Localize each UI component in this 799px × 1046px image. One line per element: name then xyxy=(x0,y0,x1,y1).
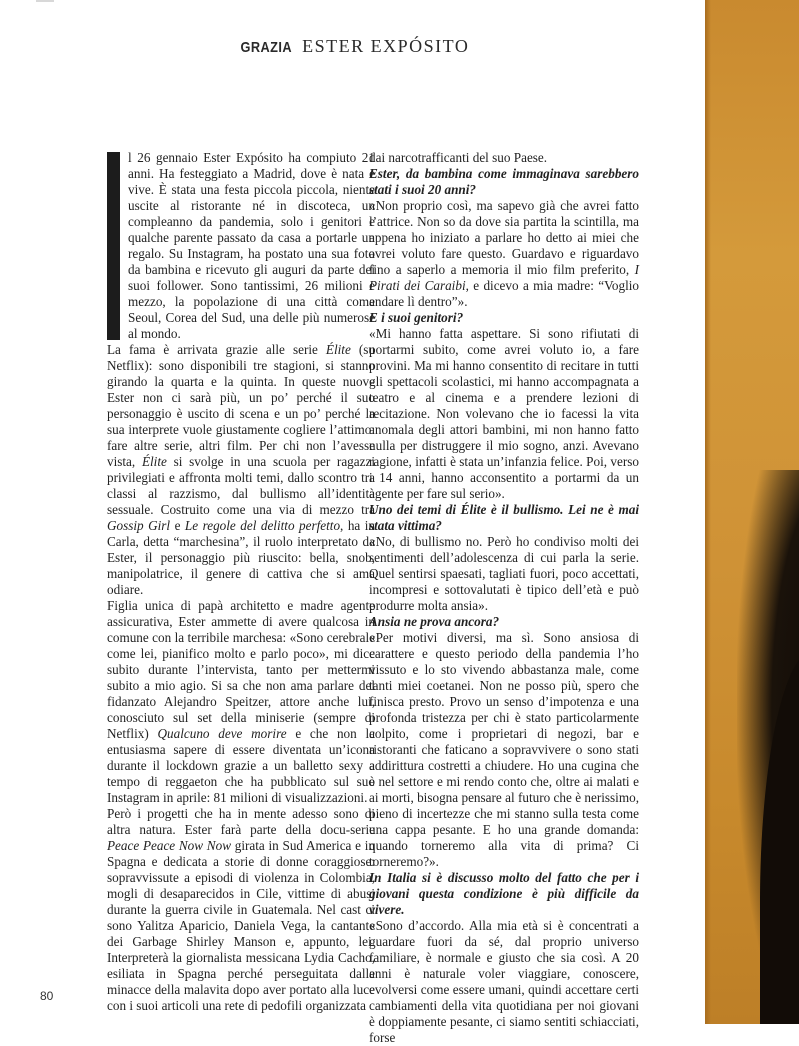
cover-photo-edge xyxy=(705,0,799,1024)
page-number: 80 xyxy=(40,989,54,1003)
answer-4: «Per motivi diversi, ma sì. Sono ansiosa di carattere e questo periodo della pandemia l’ho vissuto e lo sto vivendo abbastanza male, come tanti miei coetanei. Non ne posso più, spero che finisca presto. Provo un senso d’impotenza e una profonda tristezza per chi è stato particolarmente colpito, come i proprietari di negozi, bar e ristoranti che faticano a sopravvivere o sono stati addirittura costretti a chiudere. Ho una cugina che è nel settore e mi rendo conto che, oltre ai malati e ai morti, bisogna pensare al futuro che è nerissimo, pieno di incertezze che mi stanno sulla testa come una cappa pesante. E ho una grande domanda: quando torneremo alla vita di prima? Ci torneremo?». xyxy=(369,630,639,869)
question-2: E i suoi genitori? xyxy=(369,310,464,325)
paragraph-2: La fama è arrivata grazie alle serie Élite (su Netflix): sono disponibili tre stagioni, si stanno girando la quarta e la quinta. In queste nuove Ester non ci sarà più, un po’ perché il suo personaggio è uscito di scena e un po’ perché la sua interprete vuole giustamente cogliere l’attimo: fare altre serie, altri film. Per chi non l’avesse vista, Élite si svolge in una scuola per ragazzi privilegiati e affronta molti temi, dallo scontro tra classi al razzismo, dal bullismo all’identità sessuale. Costruito come una via di mezzo tra Gossip Girl e Le regole del delitto perfetto, ha in Carla, detta “marchesina”, il ruolo interpretato da Ester, il personaggio più riuscito: bella, snob, manipolatrice, il genere di cattiva che si ama odiare. xyxy=(107,342,375,597)
paragraph-1: l 26 gennaio Ester Expósito ha compiuto 21 anni. Ha festeggiato a Madrid, dove è nata e vive. È stata una festa piccola piccola, niente uscite al ristorante né in discoteca, un compleanno da pandemia, solo i genitori e qualche parente passato da casa a portarle un regalo. Su Instagram, ha postato una sua foto da bambina e ricevuto gli auguri da parte dei suoi follower. Sono tantissimi, 26 milioni e mezzo, la popolazione di una città come Seoul, Corea del Sud, una delle più numerose al mondo. xyxy=(107,150,375,342)
paragraph-3: Figlia unica di papà architetto e madre agente assicurativa, Ester ammette di avere qualcosa in comune con la terribile marchesa: «Sono cerebrale come lei, pianifico molto e parlo poco», mi dice subito durante l’intervista, tanto per mettermi subito a mio agio. Si sa che non ama parlare del fidanzato Alejandro Speitzer, attore anche lui, conosciuto sul set della miniserie (sempre di Netflix) Qualcuno deve morire e che non la entusiasma sapere di essere diventata un’icona durante il lockdown grazie a un balletto sexy a tempo di reggaeton che ha pubblicato sul suo Instagram in aprile: 81 milioni di visualizzazioni. xyxy=(107,598,376,805)
answer-2: «Mi hanno fatta aspettare. Si sono rifiutati di portarmi subito, come avrei voluto io, a fare provini. Ma mi hanno consentito di recitare in tutti gli spettacoli scolastici, mi hanno accompagnata a teatro e al cinema e a prendere lezioni di recitazione. Non volevano che io facessi la vita anomala degli attori bambini, mi non hanno fatto nulla per distruggere il mio sogno, anzi. Avevano ragione, infatti è stata un’infanzia felice. Poi, verso i 14 anni, hanno acconsentito a portarmi da un agente per fare sul serio». xyxy=(369,326,639,501)
top-rule xyxy=(36,0,54,2)
question-1: Ester, da bambina come immaginava sarebbero stati i suoi 20 anni? xyxy=(369,166,639,197)
question-4: Ansia ne prova ancora? xyxy=(369,614,500,629)
magazine-brand: GRAZIA xyxy=(240,39,292,56)
question-5: In Italia si è discusso molto del fatto che per i giovani questa condizione è più difficile da vivere. xyxy=(369,870,639,917)
answer-5: «Sono d’accordo. Alla mia età si è concentrati a guardare fuori da sé, dal proprio universo familiare, è normale e giusto che sia così. A 20 anni è naturale voler viaggiare, conoscere, evolversi come essere umani, quindi accettare certi cambiamenti della vita quotidiana per noi giovani è doppiamente pesante, ci siamo sentiti schiacciati, forse xyxy=(369,918,639,1045)
answer-1: «Non proprio così, ma sapevo già che avrei fatto l’attrice. Non so da dove sia partita la scintilla, ma appena ho iniziato a parlare ho detto ai miei che avrei voluto fare questo. Guardavo e riguardavo fino a saperlo a memoria il mio film preferito, I Pirati dei Caraibi, e dicevo a mia madre: “Voglio andare lì dentro”». xyxy=(369,198,639,309)
question-3: Uno dei temi di Élite è il bullismo. Lei ne è mai stata vittima? xyxy=(369,502,639,533)
page-header xyxy=(0,36,705,57)
paragraph-4: Però i progetti che ha in mente adesso sono di altra natura. Ester farà parte della docu-serie Peace Peace Now Now girata in Sud America e in Spagna e dedicata a storie di donne coraggiose: sopravvissute a episodi di violenza in Colombia, mogli di desaparecidos in Cile, vittime di abusi durante la guerra civile in Guatemala. Nel cast ci sono Yalitza Aparicio, Daniela Vega, la cantante dei Garbage Shirley Manson e, appunto, lei. Interpreterà la giornalista messicana Lydia Cacho, esiliata in Spagna perché perseguitata dalle minacce della malavita dopo aver portato alla luce con i suoi articoli una rete di pedofili organizzata xyxy=(107,806,375,1013)
paragraph-5: dai narcotrafficanti del suo Paese. xyxy=(369,150,548,165)
left-column xyxy=(107,150,375,1014)
article-title: ESTER EXPÓSITO xyxy=(302,36,470,56)
answer-3: «No, di bullismo no. Però ho condiviso molti dei sentimenti dell’adolescenza di cui parla la serie. Quel sentirsi spaesati, tagliati fuori, poco accettati, incompresi e sottovalutati è tipico dell’età e può produrre molta ansia». xyxy=(369,534,639,613)
dropcap xyxy=(107,152,120,340)
right-column xyxy=(369,150,639,1046)
